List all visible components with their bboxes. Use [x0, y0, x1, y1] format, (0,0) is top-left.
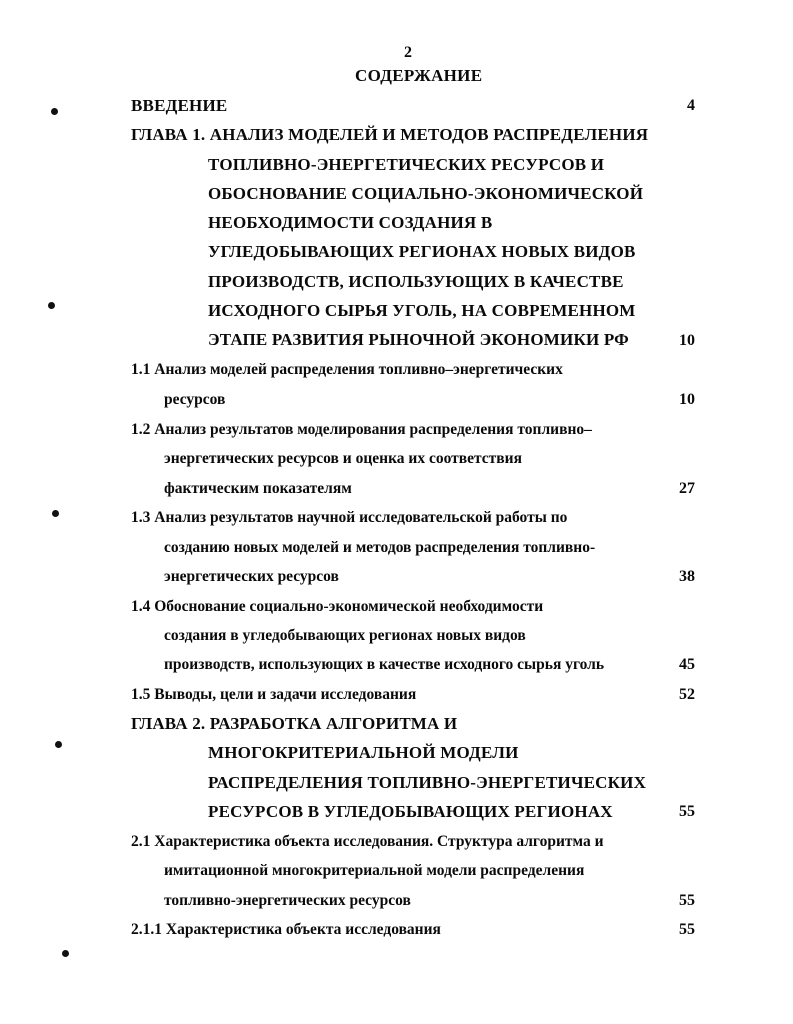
toc-title: СОДЕРЖАНИЕ: [355, 66, 483, 85]
toc-chapter-1-line: ОБОСНОВАНИЕ СОЦИАЛЬНО-ЭКОНОМИЧЕСКОЙ: [208, 184, 644, 203]
toc-section-1-2-line: энергетических ресурсов и оценка их соответствия: [164, 450, 522, 467]
toc-page-section-2-1: 55: [679, 892, 695, 909]
toc-chapter-1-line: НЕОБХОДИМОСТИ СОЗДАНИЯ В: [208, 213, 493, 232]
toc-chapter-1-line: УГЛЕДОБЫВАЮЩИХ РЕГИОНАХ НОВЫХ ВИДОВ: [208, 242, 636, 261]
toc-chapter-1-line: ПРОИЗВОДСТВ, ИСПОЛЬЗУЮЩИХ В КАЧЕСТВЕ: [208, 272, 624, 291]
toc-chapter-2-line: ГЛАВА 2. РАЗРАБОТКА АЛГОРИТМА И: [131, 714, 458, 733]
toc-page-chapter-2: 55: [679, 803, 695, 820]
toc-page-section-2-1-1: 55: [679, 921, 695, 938]
toc-chapter-1-line: ТОПЛИВНО-ЭНЕРГЕТИЧЕСКИХ РЕСУРСОВ И: [208, 155, 605, 174]
toc-page-section-1-4: 45: [679, 656, 695, 673]
toc-page-section-1-5: 52: [679, 686, 695, 703]
toc-section-1-1-line: ресурсов: [164, 391, 226, 408]
scan-mark: [48, 302, 55, 309]
scan-mark: [62, 950, 69, 957]
page-number: 2: [404, 44, 412, 61]
toc-chapter-2-line: РЕСУРСОВ В УГЛЕДОБЫВАЮЩИХ РЕГИОНАХ: [208, 802, 613, 821]
toc-chapter-2-line: МНОГОКРИТЕРИАЛЬНОЙ МОДЕЛИ: [208, 743, 519, 762]
toc-page-intro: 4: [687, 97, 695, 114]
toc-section-1-4-line: создания в угледобывающих регионах новых видов: [164, 627, 526, 644]
toc-chapter-2-line: РАСПРЕДЕЛЕНИЯ ТОПЛИВНО-ЭНЕРГЕТИЧЕСКИХ: [208, 773, 647, 792]
toc-section-1-3-line: созданию новых моделей и методов распределения топливно-: [164, 539, 596, 556]
toc-section-1-4-line: 1.4 Обоснование социально-экономической необходимости: [131, 598, 544, 615]
toc-chapter-1-line: ГЛАВА 1. АНАЛИЗ МОДЕЛЕЙ И МЕТОДОВ РАСПРЕДЕЛЕНИЯ: [131, 125, 649, 144]
toc-section-2-1-line: топливно-энергетических ресурсов: [164, 892, 411, 909]
toc-section-2-1-line: 2.1 Характеристика объекта исследования. Структура алгоритма и: [131, 833, 604, 850]
toc-section-2-1-line: имитационной многокритериальной модели распределения: [164, 862, 585, 879]
toc-page-section-1-2: 27: [679, 480, 695, 497]
toc-section-1-5-line: 1.5 Выводы, цели и задачи исследования: [131, 686, 417, 703]
toc-section-1-2-line: фактическим показателям: [164, 480, 352, 497]
toc-page-section-1-1: 10: [679, 391, 695, 408]
scan-mark: [51, 108, 58, 115]
toc-section-1-3-line: энергетических ресурсов: [164, 568, 339, 585]
scan-mark: [52, 510, 59, 517]
scan-mark: [55, 741, 62, 748]
toc-section-1-1-line: 1.1 Анализ моделей распределения топливно–энергетических: [131, 361, 563, 378]
toc-section-1-2-line: 1.2 Анализ результатов моделирования распределения топливно–: [131, 421, 592, 438]
toc-page-section-1-3: 38: [679, 568, 695, 585]
toc-entry-intro: ВВЕДЕНИЕ: [131, 96, 228, 115]
toc-section-2-1-1-line: 2.1.1 Характеристика объекта исследования: [131, 921, 441, 938]
toc-page-chapter-1: 10: [679, 332, 695, 349]
toc-section-1-4-line: производств, использующих в качестве исходного сырья уголь: [164, 656, 605, 673]
toc-chapter-1-line: ИСХОДНОГО СЫРЬЯ УГОЛЬ, НА СОВРЕМЕННОМ: [208, 301, 636, 320]
toc-section-1-3-line: 1.3 Анализ результатов научной исследовательской работы по: [131, 509, 568, 526]
toc-chapter-1-line: ЭТАПЕ РАЗВИТИЯ РЫНОЧНОЙ ЭКОНОМИКИ РФ: [208, 330, 629, 349]
